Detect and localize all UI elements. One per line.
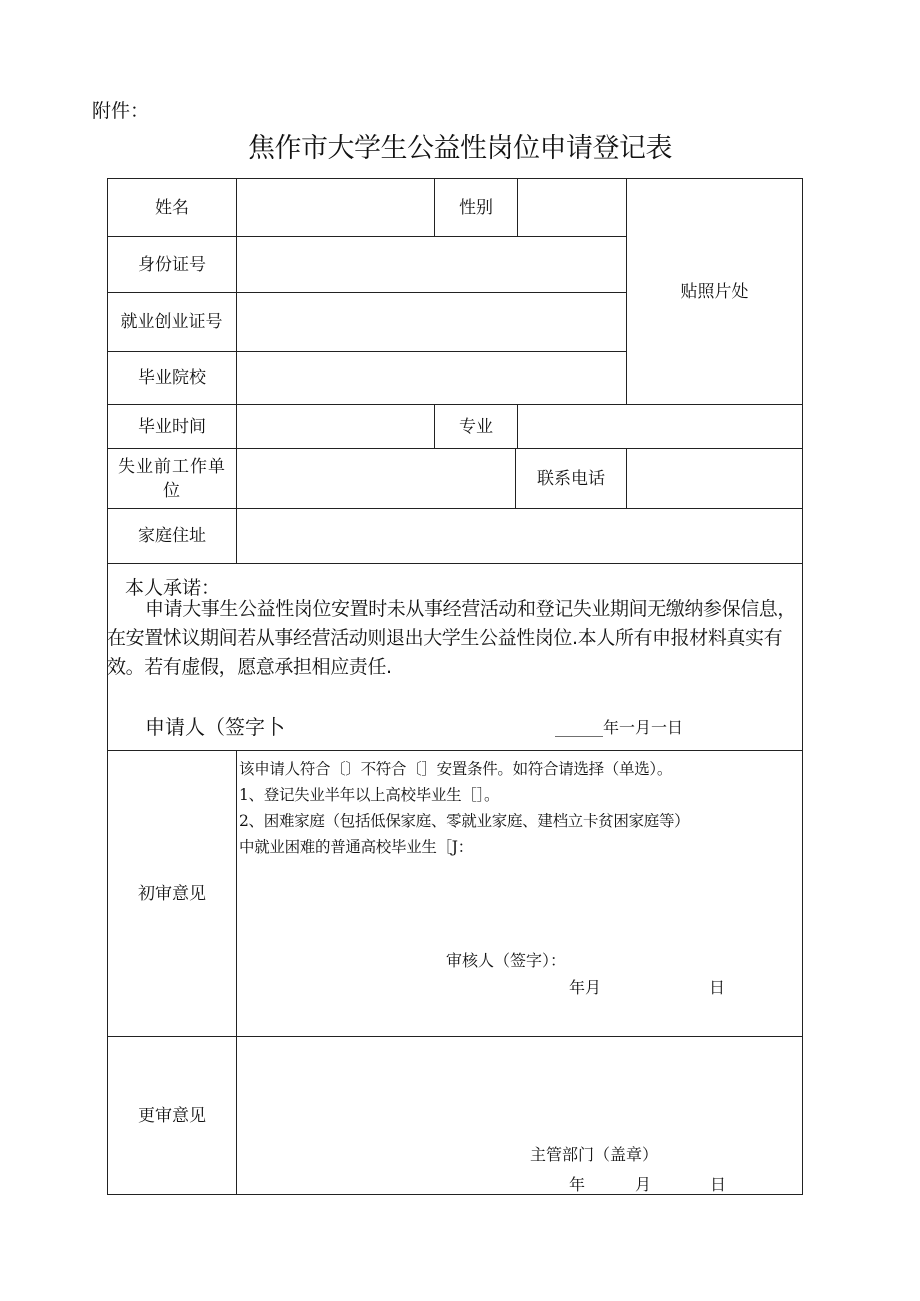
major-input[interactable] bbox=[518, 405, 802, 448]
id-number-label: 身份证号 bbox=[138, 254, 206, 275]
name-label: 姓名 bbox=[155, 197, 189, 218]
row-divider bbox=[107, 563, 803, 564]
prev-employer-input[interactable] bbox=[237, 449, 515, 508]
name-input[interactable] bbox=[237, 179, 434, 236]
prev-employer-label: 失业前工作单位 bbox=[118, 456, 226, 501]
address-input[interactable] bbox=[237, 509, 802, 563]
address-label: 家庭住址 bbox=[138, 526, 206, 546]
promise-date: ______年一月一日 bbox=[555, 718, 684, 737]
gender-label: 性别 bbox=[459, 197, 493, 218]
attachment-label: 附件： bbox=[92, 100, 150, 122]
promise-text: 申请大事生公益性岗位安置时未从事经营活动和登记失业期间无缴纳参保信息，在安置怵议期间若从事经营活动则退出大学生公益性岗位.本人所有申报材料真实有效。若有虚假，愿意承担相应责任. bbox=[107, 598, 797, 678]
employment-cert-label: 就业创业证号 bbox=[120, 312, 223, 332]
graduation-time-input[interactable] bbox=[237, 405, 434, 448]
phone-input[interactable] bbox=[627, 449, 802, 508]
gender-input[interactable] bbox=[518, 179, 626, 236]
first-review-line: 该申请人符合〔〕不符合〔］安置条件。如符合请选择（单选）。 bbox=[239, 760, 673, 778]
employment-cert-input[interactable] bbox=[237, 293, 626, 351]
promise-section bbox=[107, 571, 803, 745]
second-review-day: 日 bbox=[710, 1175, 727, 1194]
graduation-time-label: 毕业时间 bbox=[138, 416, 206, 437]
registration-table bbox=[107, 178, 803, 1195]
school-label: 毕业院校 bbox=[138, 368, 206, 388]
second-review-month: 月 bbox=[635, 1175, 652, 1194]
col-divider bbox=[236, 750, 237, 1195]
first-review-line: 中就业困难的普通高校毕业生［J： bbox=[239, 838, 473, 856]
id-number-input[interactable] bbox=[237, 237, 626, 292]
applicant-signature-label: 申请人（签字卜 bbox=[145, 715, 285, 739]
first-review-label: 初审意见 bbox=[138, 883, 206, 904]
first-review-year-month: 年月 bbox=[569, 978, 602, 997]
phone-label: 联系电话 bbox=[537, 468, 605, 489]
school-input[interactable] bbox=[237, 352, 626, 404]
reviewer-signature-label: 审核人（签字）： bbox=[446, 951, 567, 970]
first-review-conditions bbox=[239, 756, 689, 860]
form-title: 焦作市大学生公益性岗位申请登记表 bbox=[248, 133, 672, 164]
department-seal-label: 主管部门（盖章） bbox=[530, 1145, 659, 1164]
promise-title: 本人承诺： bbox=[125, 577, 221, 599]
major-label: 专业 bbox=[459, 416, 493, 437]
second-review-label: 更审意见 bbox=[138, 1105, 206, 1126]
photo-area[interactable]: 贴照片处 bbox=[680, 281, 749, 302]
first-review-line: 2、困难家庭（包括低保家庭、零就业家庭、建档立卡贫困家庭等） bbox=[239, 812, 690, 830]
first-review-line: 1、登记失业半年以上高校毕业生［］。 bbox=[239, 786, 500, 804]
first-review-day: 日 bbox=[709, 978, 726, 997]
second-review-year: 年 bbox=[569, 1175, 586, 1194]
table-border-bottom bbox=[107, 1194, 803, 1195]
